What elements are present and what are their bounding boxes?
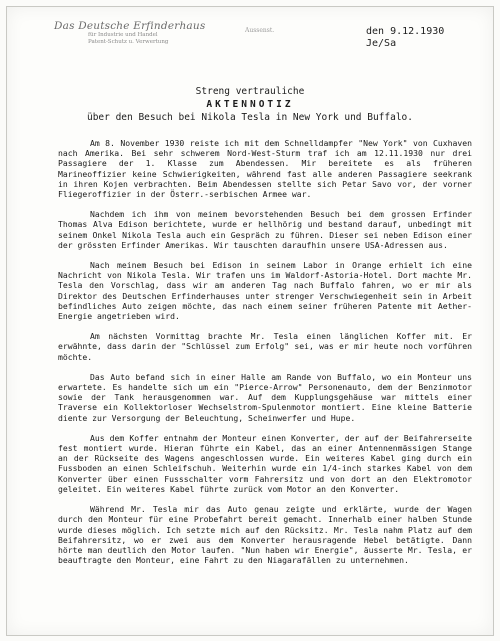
document-title: AKTENNOTIZ: [206, 99, 294, 110]
document-subject: über den Besuch bei Nikola Tesla in New York und Buffalo.: [86, 112, 413, 123]
paragraph-7: Während Mr. Tesla mir das Auto genau zeigte und erklärte, wurde der Wagen durch den Monteur für eine Probefahrt bereit gemacht. Innerhalb einer halben Stunde wurde dieses möglich. Ich setzte mich auf den Rücksitz. Mr. Tesla nahm Platz auf dem Beifahrersitz, wo er zwei aus dem Konverter herausragende Hebel betätigte. Dann hörte man deutlich den Motor laufen. "Nun haben wir Energie", äusserte Mr. Tesla, er beauftragte den Monteur, eine Fahrt zu den Niagarafällen zu unternehmen.: [58, 504, 472, 566]
document-date: den 9.12.1930: [366, 26, 445, 37]
paragraph-5: Das Auto befand sich in einer Halle am Rande von Buffalo, wo ein Monteur uns erwartete. Es handelte sich um ein "Pierce-Arrow" Personenauto, dem der Benzinmotor sowie der Tank herausgenommen war. Auf dem Kupplungsgehäuse war mittels einer Traverse ein Kollektorloser Wechselstrom-Spulenmotor montiert. Eine kleine Batterie diente zur Versorgung der Beleuchtung, Scheinwerfer und Hupe.: [58, 371, 472, 423]
paragraph-1: Am 8. November 1930 reiste ich mit dem Schnelldampfer "New York" von Cuxhaven nach Amerika. Bei sehr schwerem Nord-West-Sturm traf ich am 12.11.1930 nur drei Passagiere der 1. Klasse zum Abendessen. Mir bereitete es als früheren Marineoffizier keine Schwierigkeiten, während fast alle anderen Passagiere seekrank in ihren Kojen verbrachten. Beim Abendessen stellte sich Petar Savo vor, der vorner Fliegeroffizier in der Österr.-serbischen Armee war.: [58, 138, 472, 200]
paragraph-4: Am nächsten Vormittag brachte Mr. Tesla einen länglichen Koffer mit. Er erwähnte, dass darin der "Schlüssel zum Erfolg" sei, was er mir heute noch vorführen möchte.: [58, 331, 472, 362]
letterhead-subtitle-2: Patent-Schutz u. Verwertung: [88, 39, 169, 45]
author-initials: Je/Sa: [366, 38, 397, 49]
letterhead-title: Das Deutsche Erfinderhaus: [54, 20, 206, 32]
memo-body: [58, 138, 472, 575]
date-block: [366, 26, 444, 50]
confidential-label: Streng vertrauliche: [195, 86, 305, 97]
letterhead-subtitle-1: für Industrie und Handel: [88, 32, 158, 38]
paragraph-2: Nachdem ich ihm von meinem bevorstehenden Besuch bei dem grossen Erfinder Thomas Alva Edison berichtete, wurde er hellhörig und bestand darauf, unbedingt mit seinem Onkel Nikola Tesla auch ein Gespräch zu führen. Dieser sei neben Edison einer der grössten Erfinder Amerikas. Wir tauschten daraufhin unsere USA-Adressen aus.: [58, 209, 472, 250]
paragraph-3: Nach meinem Besuch bei Edison in seinem Labor in Orange erhielt ich eine Nachricht von Nikola Tesla. Wir trafen uns im Waldorf-Astoria-Hotel. Dort machte Mr. Tesla den Vorschlag, dass wir am anderen Tag nach Buffalo fahren, wo er mir als Direktor des Deutschen Erfinderhauses unter strenger Verschwiegenheit sein in Arbeit befindliches Auto zeigen möchte, das nach einem seiner früheren Patente mit Aether-Energie angetrieben wird.: [58, 260, 472, 322]
letterhead-reference: Aussenst.: [245, 27, 275, 34]
paragraph-6: Aus dem Koffer entnahm der Monteur einen Konverter, der auf der Beifahrerseite fest montiert wurde. Hieran führte ein Kabel, das an einer Antennenmässigen Stange an der Rückseite des Wagens angeschlossen wurde. Ein weiteres Kabel ging durch ein Fussboden an einen Schleifschuh. Weiterhin wurde ein 1/4-inch starkes Kabel von dem Konverter über einen Fussschalter vorm Fahrersitz und von dort an den Elektromotor geleitet. Ein weiteres Kabel führte zurück vom Motor an den Konverter.: [58, 432, 472, 494]
